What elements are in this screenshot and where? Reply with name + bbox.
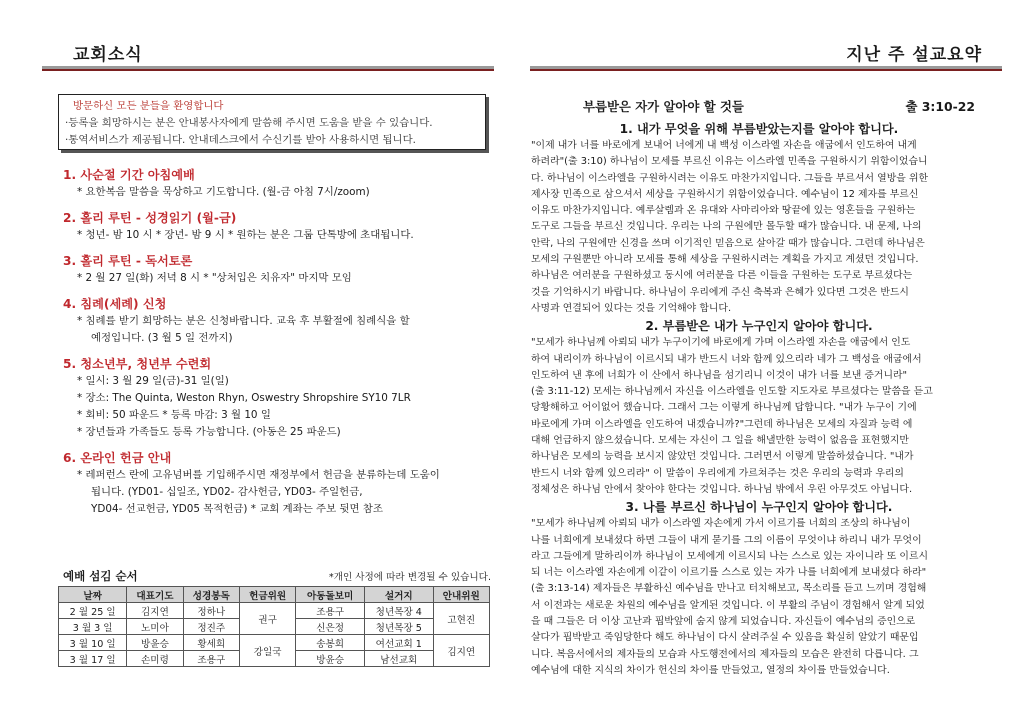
welcome-line: ·통역서비스가 제공됩니다. 안내데스크에서 수신기를 받아 사용하시면 됩니다. [65,134,416,146]
section-line: * 장년들과 가족들도 등록 가능합니다. (아동은 25 파운드) [77,426,341,438]
news-section [63,356,503,441]
paragraph-line: 정체성은 하나님 안에서 찾아야 한다는 것입니다. 하나님 밖에서 우린 아무것도 아닙니다. [531,483,913,495]
paragraph-line: 것을 기억하시기 바랍니다. 하나님이 우리에게 주신 축복과 은혜가 있다면 그것은 반드시 [531,286,909,298]
paragraph-line: 라고 그들에게 말하리이까 하나님이 모세에게 이르시되 나는 스스로 있는 자이니라 또 이르시 [531,550,929,562]
table-cell: 3 월 17 일 [59,651,127,667]
table-header-cell: 날짜 [59,587,127,603]
section-title: 3. 홀리 루틴 - 독서토론 [63,254,193,268]
section-line: * 청년- 밤 10 시 * 장년- 밤 9 시 * 원하는 분은 그룹 단톡방에 초대됩니다. [77,229,414,241]
paragraph-line: (출 3:13-14) 제자들은 부활하신 예수님을 만나고 터치해보고, 목소리를 듣고 느끼며 경험해 [531,583,927,595]
table-cell: 정하나 [183,603,239,619]
paragraph-line: "모세가 하나님께 아뢰되 내가 이스라엘 자손에게 가서 이르기를 너희의 조상의 하나님이 [531,518,911,530]
table-cell: 강일국 [239,635,295,667]
table-cell: 송봉희 [296,635,365,651]
schedule-note: *개인 사정에 따라 변경될 수 있습니다. [328,572,491,583]
news-section [63,296,503,347]
sermon-paragraph [531,335,987,498]
table-cell: 3 월 3 일 [59,619,127,635]
table-cell: 청년목장 5 [365,619,434,635]
section-line: * 요한복음 말씀을 묵상하고 기도합니다. (월-금 아침 7시/zoom) [77,186,370,198]
paragraph-line: 다. 하나님이 이스라엘을 구원하시려는 이유도 마찬가지입니다. 그들을 부르셔서 열방을 위한 [531,172,929,184]
section-title: 4. 침례(세례) 신청 [63,297,167,311]
section-line: 됩니다. (YD01- 십일조, YD02- 감사헌금, YD03- 주일헌금, [91,486,363,498]
paragraph-line: 모세의 구원뿐만 아니라 모세를 통해 세상을 구원하시려는 계획을 가지고 계셨던 것입니다. [531,254,919,266]
section-line: * 2 월 27 일(화) 저녁 8 시 * "상처입은 치유자" 마지막 모임 [77,272,352,284]
schedule-title: 예배 섬김 순서 [63,569,138,583]
section-title: 5. 청소년부, 청년부 수련회 [63,357,212,371]
page-header: 지난 주 설교요약 [846,45,982,65]
table-cell: 손미령 [127,651,183,667]
paragraph-line: 서 이전과는 새로운 차원의 예수님을 알게된 것입니다. 이 부활의 주님이 경험해서 알게 되었 [531,599,925,611]
table-cell: 조용구 [183,651,239,667]
schedule-table [58,586,490,667]
sermon-body [531,120,987,679]
table-cell: 여선교회 1 [365,635,434,651]
paragraph-line: 대해 언급하지 않으셨습니다. 모세는 자신이 그 일을 해낼만한 능력이 없음을 표현했지만 [531,435,909,447]
news-section [63,450,503,518]
news-section [63,167,503,201]
section-line: * 장소: The Quinta, Weston Rhyn, Oswestry Shropshire SY10 7LR [77,392,411,404]
paragraph-line: 예수님에 대한 지식의 차이가 헌신의 차이를 만들었고, 열정의 차이를 만들었습니다. [531,664,890,676]
table-header-cell: 아동돌보미 [296,587,365,603]
paragraph-line: 하나님은 모세의 능력을 보시지 않았던 것입니다. 그러면서 이렇게 말씀하셨습니다. "내가 [531,451,914,463]
table-cell: 청년목장 4 [365,603,434,619]
paragraph-line: 사명과 연결되어 있다는 것을 기억해야 합니다. [531,302,732,314]
paragraph-line: 살다가 핍박받고 죽임당한다 해도 하나님이 다시 살려주실 수 있음을 확실히 알았기 때문입 [531,632,919,644]
sermon-point-title: 1. 내가 무엇을 위해 부름받았는지를 알아야 합니다. [619,122,899,136]
section-line: * 침례를 받기 희망하는 분은 신청바랍니다. 교육 후 부활절에 침례식을 할 [77,315,410,327]
sermon-paragraph [531,516,987,679]
table-row [59,603,490,619]
table-cell: 신은정 [296,619,365,635]
table-cell: 남선교회 [365,651,434,667]
table-cell: 노미아 [127,619,183,635]
paragraph-line: 되 너는 이스라엘 자손에게 이같이 이르기를 스스로 있는 자가 나를 너희에게 보내셨다 하라" [531,567,927,579]
paragraph-line: 을 때 그들은 더 이상 고난과 핍박앞에 숨지 않게 되었습니다. 자신들이 예수님의 증인으로 [531,616,916,628]
paragraph-line: 제사장 민족으로 삼으셔서 세상을 구원하시기 위함이었습니다. 예수님이 12 제자를 부르신 [531,188,919,200]
paragraph-line: "모세가 하나님께 아뢰되 내가 누구이기에 바로에게 가며 이스라엘 자손을 애굽에서 인도 [531,337,911,349]
table-header-cell: 안내위원 [433,587,489,603]
paragraph-line: 나를 너희에게 보내셨다 하면 그들이 내게 묻기를 그의 이름이 무엇이냐 하리니 내가 무엇이 [531,534,922,546]
welcome-title: 방문하신 모든 분들을 환영합니다 [73,100,224,112]
paragraph-line: 바로에게 가며 이스라엘을 인도하여 내겠습니까?"그런데 하나님은 모세의 자질과 능력 에 [531,418,913,430]
section-title: 6. 온라인 헌금 안내 [63,451,172,465]
table-cell: 황세희 [183,635,239,651]
paragraph-line: 안락, 나의 구원에만 신경을 쓰며 이기적인 믿음으로 살아갈 때가 많습니다. 그런데 하나님은 [531,237,925,249]
welcome-box [58,94,486,150]
table-header-cell: 설거지 [365,587,434,603]
paragraph-line: 하여 내리이까 하나님이 이르시되 내가 반드시 너와 함께 있으리라 네가 그 백성을 애굽에서 [531,353,922,365]
sermon-paragraph [531,138,987,317]
table-header-cell: 성경봉독 [183,587,239,603]
table-cell: 정진주 [183,619,239,635]
header-rule [42,66,494,71]
table-row [59,635,490,651]
paragraph-line: "이제 내가 너를 바로에게 보내어 너에게 내 백성 이스라엘 자손을 애굽에서 인도하여 내게 [531,140,917,151]
scripture-reference: 출 3:10-22 [905,99,975,114]
table-cell: 방윤승 [127,635,183,651]
paragraph-line: (출 3:11-12) 모세는 하나님께서 자신을 이스라엘을 인도할 지도자로 부르셨다는 말씀을 듣고 [531,386,933,398]
paragraph-line: 하나님은 여러분을 구원하셨고 동시에 여러분을 다른 이들을 구원하는 도구로 부르셨다는 [531,270,913,282]
page-header: 교회소식 [73,45,143,65]
section-line: * 일시: 3 월 29 일(금)-31 일(일) [77,375,229,387]
paragraph-line: 반드시 너와 함께 있으리라" 이 말씀이 우리에게 가르쳐주는 것은 우리의 능력과 우리의 [531,467,904,479]
table-cell: 3 월 10 일 [59,635,127,651]
table-cell: 김지연 [433,635,489,667]
table-cell: 조용구 [296,603,365,619]
welcome-line: ·등록을 희망하시는 분은 안내봉사자에게 말씀해 주시면 도움을 받을 수 있습니다. [65,117,433,129]
table-cell: 방윤승 [296,651,365,667]
news-list [63,167,503,527]
table-header-cell: 헌금위원 [239,587,295,603]
section-line: * 회비: 50 파운드 * 등록 마감: 3 월 10 일 [77,409,271,421]
paragraph-line: 하려라"(출 3:10) 하나님이 모세를 부르신 이유는 이스라엘 민족을 구원하시기 위함이었습니 [531,156,928,168]
paragraph-line: 도구로 그들을 부르신 것입니다. 우리는 나의 구원에만 몰두할 때가 많습니다. 내 문제, 나의 [531,221,922,233]
sermon-point-title: 3. 나를 부르신 하나님이 누구인지 알아야 합니다. [625,500,893,515]
header-rule [530,66,1002,71]
paragraph-line: 인도하여 낸 후에 너희가 이 산에서 하나님을 섬기리니 이것이 내가 너를 보낸 증거니라" [531,369,908,381]
table-header-row [59,587,490,603]
section-title: 1. 사순절 기간 아침예배 [63,168,195,182]
sermon-title: 부름받은 자가 알아야 할 것들 [583,99,744,114]
section-line: YD04- 선교헌금, YD05 목적헌금) * 교회 계좌는 주보 뒷면 참조 [91,503,383,515]
section-line: 예정입니다. (3 월 5 일 전까지) [91,332,233,344]
table-cell: 권구 [239,603,295,635]
paragraph-line: 이유도 마찬가지입니다. 예루살렘과 온 유대와 사마리아와 땅끝에 있는 영혼들을 구원하는 [531,205,916,217]
news-section [63,253,503,287]
table-cell: 고현진 [433,603,489,635]
sermon-point-title: 2. 부름받은 내가 누구인지 알아야 합니다. [645,319,873,334]
table-cell: 2 월 25 일 [59,603,127,619]
paragraph-line: 당황해하고 어이없어 했습니다. 그래서 그는 이렇게 하나님께 답합니다. "내가 누구이 기에 [531,402,917,414]
schedule-header [63,568,491,584]
section-line: * 레퍼런스 란에 고유넘버를 기입해주시면 재정부에서 헌금을 분류하는데 도움이 [77,469,440,481]
section-title: 2. 홀리 루틴 - 성경읽기 (월-금) [63,211,237,225]
news-section [63,210,503,244]
table-header-cell: 대표기도 [127,587,183,603]
sermon-title-row [583,97,975,115]
table-cell: 김지연 [127,603,183,619]
paragraph-line: 니다. 복음서에서의 제자들의 모습과 사도행전에서의 제자들의 모습은 완전히 다릅니다. 그 [531,648,919,660]
